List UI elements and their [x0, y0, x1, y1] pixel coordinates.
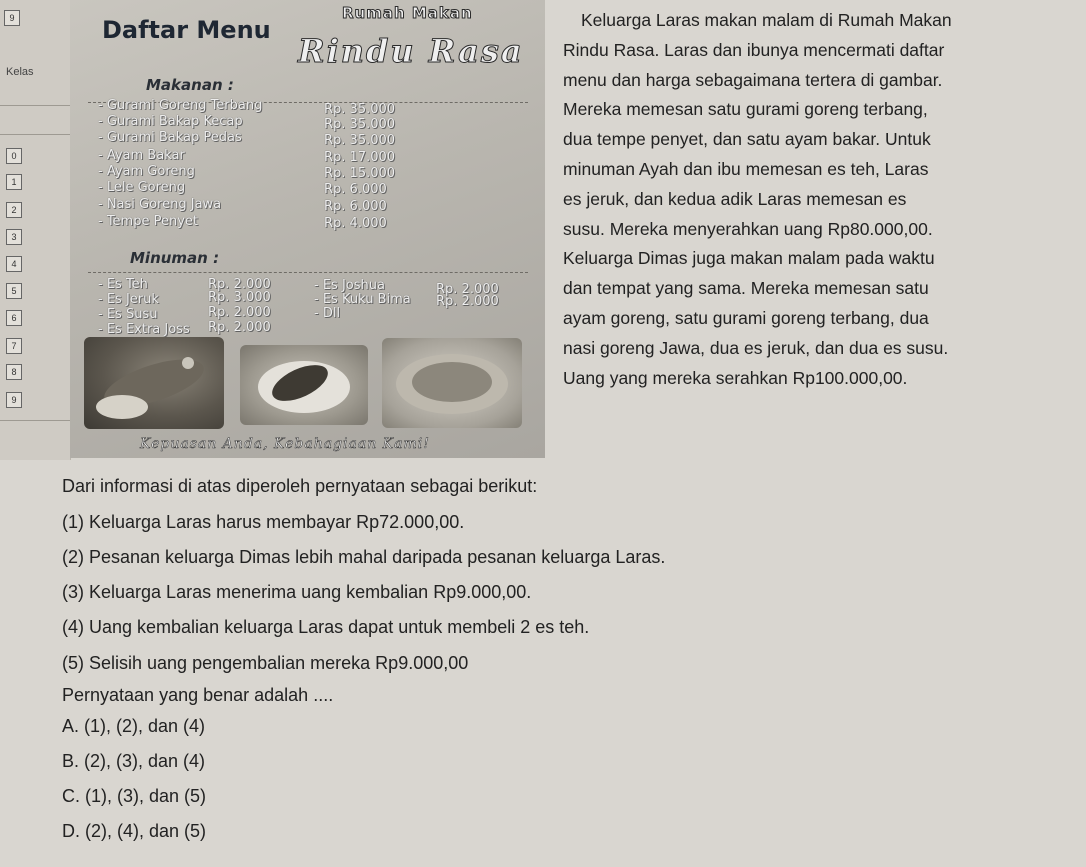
margin-number: 8 — [6, 364, 22, 380]
margin-number: 2 — [6, 202, 22, 218]
table-line — [0, 420, 70, 421]
food-price: Rp. 17.000 — [324, 150, 396, 165]
margin-number: 0 — [6, 148, 22, 164]
food-name: - Gurami Bakap Kecap — [98, 114, 243, 129]
margin-number: 7 — [6, 338, 22, 354]
drink-name: - Es Extra Joss — [98, 322, 190, 337]
margin-number: 5 — [6, 283, 22, 299]
drink-heading: Minuman : — [130, 249, 220, 267]
margin-number: 4 — [6, 256, 22, 272]
class-label: Kelas — [6, 66, 34, 78]
statement: (5) Selisih uang pengembalian mereka Rp9.000,00 — [62, 653, 469, 673]
food-price: Rp. 4.000 — [324, 216, 387, 231]
food-price: Rp. 35.000 — [324, 117, 396, 132]
food-heading: Makanan : — [146, 76, 234, 94]
food-price: Rp. 35.000 — [324, 102, 396, 117]
table-line — [0, 134, 70, 135]
question-intro: Dari informasi di atas diperoleh pernyataan sebagai berikut: — [62, 476, 538, 496]
drink-name: - Es Teh — [98, 277, 148, 292]
story-line: minuman Ayah dan ibu memesan es teh, Laras — [563, 158, 929, 179]
story-line: Uang yang mereka serahkan Rp100.000,00. — [563, 367, 908, 388]
story-line: dan tempat yang sama. Mereka memesan satu — [563, 278, 929, 299]
adjacent-page-margin — [0, 0, 71, 460]
food-name: - Ayam Goreng — [98, 164, 195, 179]
food-price: Rp. 6.000 — [324, 182, 387, 197]
food-price: Rp. 15.000 — [324, 166, 396, 181]
story-line: Keluarga Laras makan malam di Rumah Makan — [581, 10, 952, 30]
margin-number: 3 — [6, 229, 22, 245]
statement: (3) Keluarga Laras menerima uang kembalian Rp9.000,00. — [62, 582, 532, 602]
drink-price: Rp. 2.000 — [436, 282, 499, 297]
margin-number: 1 — [6, 174, 22, 190]
drink-name: - Es Susu — [98, 307, 158, 322]
story-line: dua tempe penyet, dan satu ayam bakar. Untuk — [563, 129, 931, 150]
margin-number: 9 — [6, 392, 22, 408]
margin-number: 6 — [6, 310, 22, 326]
story-line: Keluarga Dimas juga makan malam pada waktu — [563, 248, 935, 269]
food-name: - Gurami Goreng Terbang — [98, 98, 263, 113]
question-prompt: Pernyataan yang benar adalah .... — [62, 685, 334, 705]
food-photo-chicken — [240, 345, 368, 425]
story-line: Mereka memesan satu gurami goreng terbang, — [563, 99, 928, 120]
food-photo-fish — [84, 337, 224, 429]
drink-price: Rp. 2.000 — [436, 294, 499, 309]
divider — [88, 272, 528, 273]
drink-name: - Es Jeruk — [98, 292, 159, 307]
drink-price: Rp. 2.000 — [208, 277, 271, 292]
menu-title: Daftar Menu — [102, 16, 271, 44]
drink-price: Rp. 2.000 — [208, 320, 271, 335]
drink-price: Rp. 2.000 — [208, 305, 271, 320]
restaurant-name: Rindu Rasa — [298, 32, 524, 70]
answer-option-a[interactable]: A. (1), (2), dan (4) — [62, 716, 206, 736]
food-photo-fried-rice — [382, 338, 522, 428]
food-price: Rp. 6.000 — [324, 199, 387, 214]
drink-name: - Es Kuku Bima — [314, 292, 411, 307]
story-line: Rindu Rasa. Laras dan ibunya mencermati daftar — [563, 39, 945, 60]
menu-tagline: Kepuasan Anda, Kebahagiaan Kami! — [140, 436, 430, 452]
food-name: - Ayam Bakar — [98, 148, 185, 163]
answer-option-b[interactable]: B. (2), (3), dan (4) — [62, 751, 206, 771]
drink-name: - Dll — [314, 306, 341, 321]
story-line: es jeruk, dan kedua adik Laras memesan es — [563, 188, 907, 209]
drink-name: - Es Joshua — [314, 278, 385, 293]
food-price: Rp. 35.000 — [324, 133, 396, 148]
story-line: susu. Mereka menyerahkan uang Rp80.000,00. — [563, 218, 933, 239]
drink-price: Rp. 3.000 — [208, 290, 271, 305]
story-line: menu dan harga sebagaimana tertera di gambar. — [563, 69, 943, 90]
food-name: - Gurami Bakap Pedas — [98, 130, 242, 145]
answer-option-d[interactable]: D. (2), (4), dan (5) — [62, 821, 207, 841]
story-line: nasi goreng Jawa, dua es jeruk, dan dua es susu. — [563, 337, 949, 358]
food-name: - Nasi Goreng Jawa — [98, 197, 222, 212]
restaurant-label: Rumah Makan — [342, 4, 473, 22]
statement: (1) Keluarga Laras harus membayar Rp72.000,00. — [62, 512, 465, 532]
statement: (4) Uang kembalian keluarga Laras dapat untuk membeli 2 es teh. — [62, 617, 590, 637]
answer-option-c[interactable]: C. (1), (3), dan (5) — [62, 786, 207, 806]
table-line — [0, 105, 70, 106]
margin-number: 9 — [4, 10, 20, 26]
story-line: ayam goreng, satu gurami goreng terbang, dua — [563, 307, 929, 328]
food-name: - Lele Goreng — [98, 180, 186, 195]
menu-image — [70, 0, 545, 458]
statement: (2) Pesanan keluarga Dimas lebih mahal daripada pesanan keluarga Laras. — [62, 547, 666, 567]
story-paragraph — [563, 6, 1083, 393]
food-name: - Tempe Penyet — [98, 214, 199, 229]
